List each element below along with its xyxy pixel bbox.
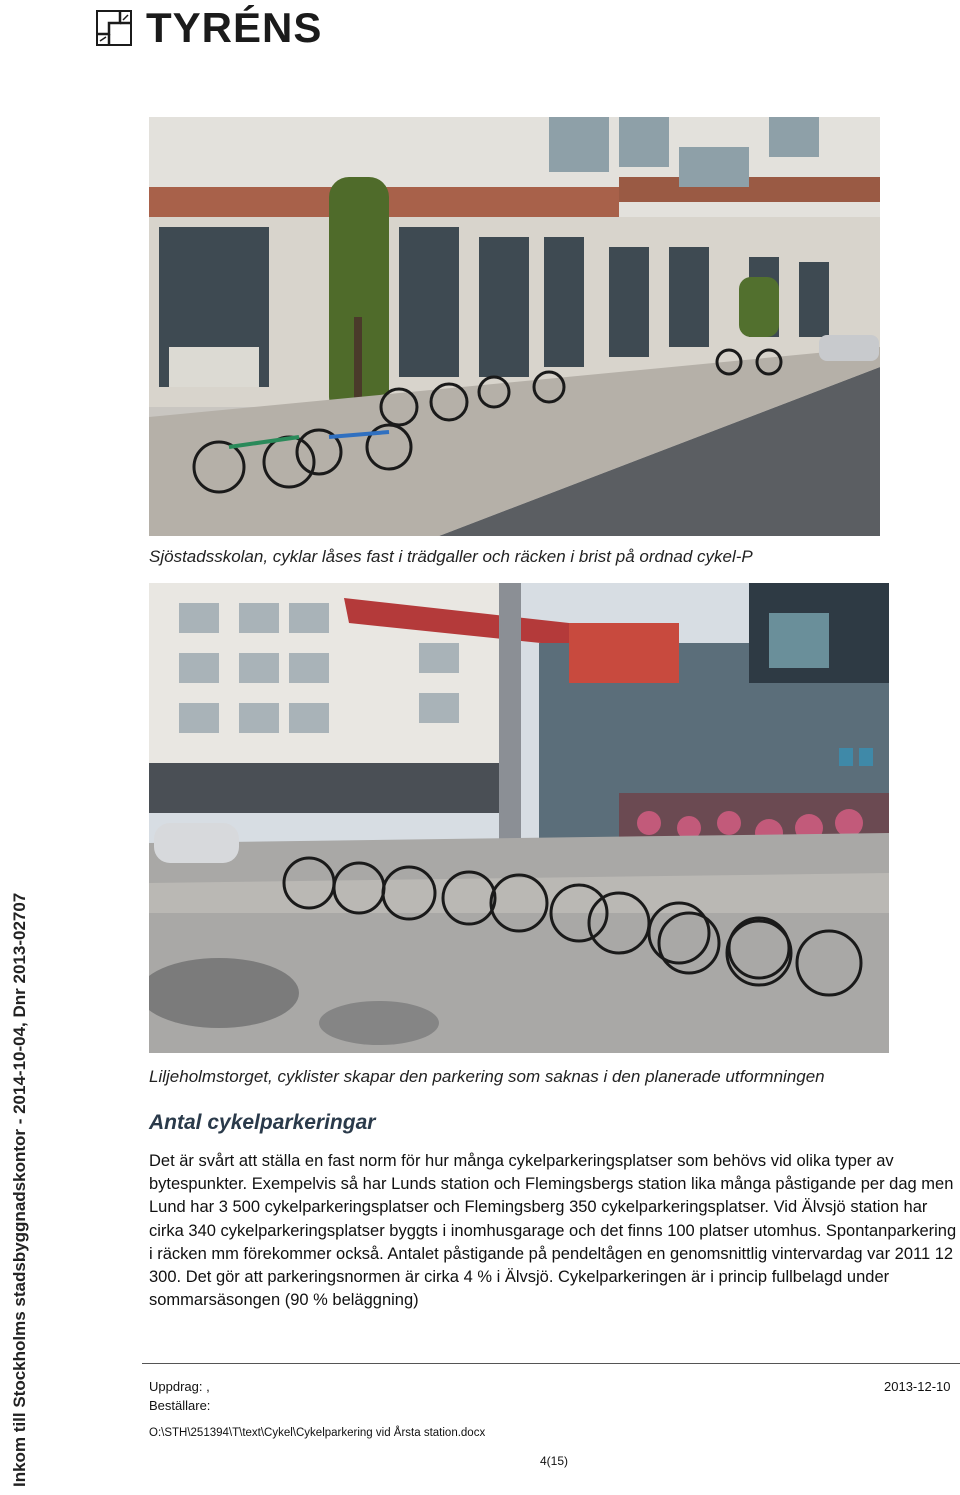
logo-wordmark: TYRÉNS xyxy=(146,4,323,51)
footer-date: 2013-12-10 xyxy=(884,1379,951,1394)
footer-bestallare: Beställare: xyxy=(149,1398,211,1413)
margin-stamp: Inkom till Stockholms stadsbyggnadskontor - 2014-10-04, Dnr 2013-02707 xyxy=(10,892,29,1487)
figure-caption: Sjöstadsskolan, cyklar låses fast i trädgaller och räcken i brist på ordnad cykel-P xyxy=(149,547,753,566)
tyrens-logo xyxy=(96,4,323,51)
photo-liljeholmstorget xyxy=(149,583,889,1053)
footer-file-path: O:\STH\251394\T\text\Cykel\Cykelparkering vid Årsta station.docx xyxy=(149,1427,486,1439)
section-heading: Antal cykelparkeringar xyxy=(149,1111,376,1134)
footer-uppdrag: Uppdrag: , xyxy=(149,1379,210,1394)
figure-caption: Liljeholmstorget, cyklister skapar den parkering som saknas i den planerade utformningen xyxy=(149,1067,825,1086)
footer-divider xyxy=(142,1363,960,1364)
tyrens-square-mark-icon xyxy=(96,10,132,46)
photo-sjostadsskolan xyxy=(149,117,880,536)
page-number: 4(15) xyxy=(540,1454,569,1468)
section-body: Det är svårt att ställa en fast norm för hur många cykelparkeringsplatser som behövs vid olika typer av bytespunkter. Exempelvis så har Lunds station och Flemingsbergs station lika många påstigande per dag men Lund har 3 500 cykelparkeringsplatser och Flemingsberg 350 cykelparkeringsplatser. Vid Älvsjö station har cirka 340 cykelparkeringsplatser byggts i inomhusgarage och det finns 100 platser utomhus. Spontanparkering i räcken mm förekommer också. Antalet påstigande på pendeltågen en genomsnittlig vintervardag var 2011 12 300. Det gör att parkeringsnormen är cirka 4 % i Älvsjö. Cykelparkeringen är i princip fullbelagd under sommarsäsongen (90 % beläggning) xyxy=(149,1152,957,1310)
